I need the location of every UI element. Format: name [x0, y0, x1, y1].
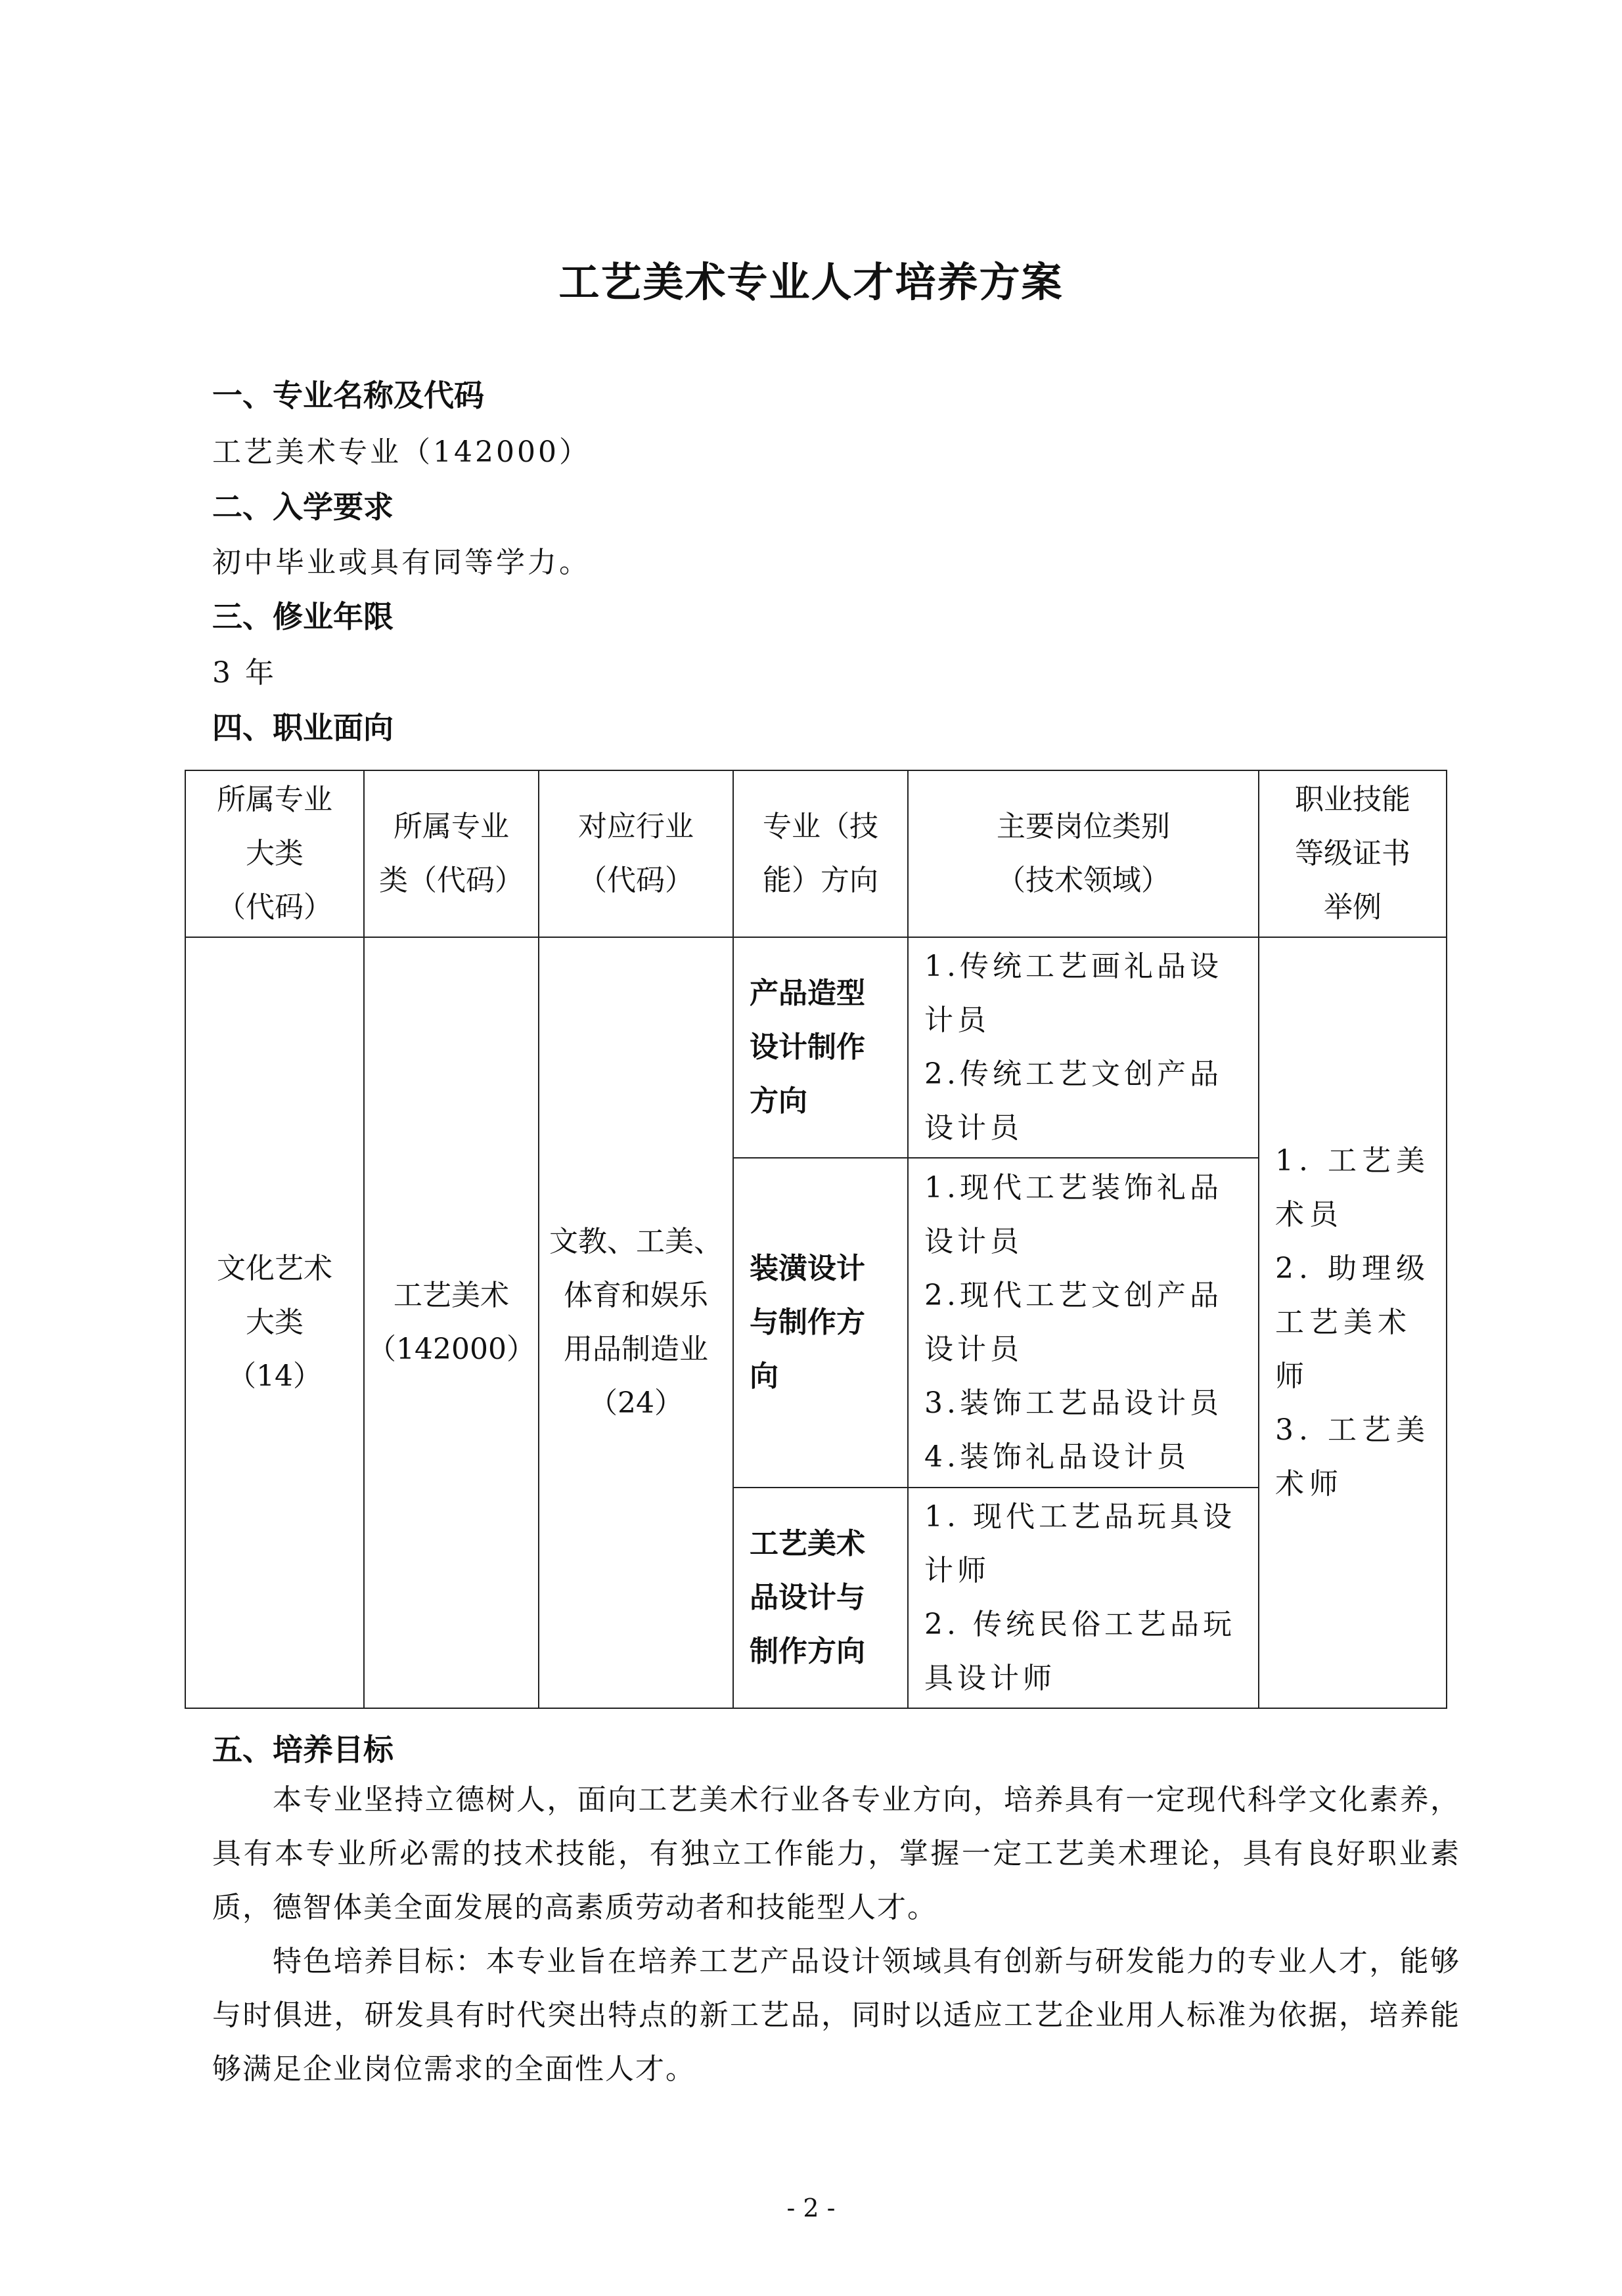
section-3-heading: 三、修业年限 [212, 599, 394, 634]
category-cell: 文化艺术 大类 （14） [185, 937, 364, 1708]
direction-cell: 产品造型 设计制作 方向 [733, 937, 908, 1158]
industry-cell: 文教、工美、 体育和娱乐 用品制造业 （24） [539, 937, 733, 1708]
section-5-heading: 五、培养目标 [212, 1732, 394, 1767]
header-industry: 对应行业 （代码） [539, 770, 733, 937]
header-category: 所属专业 大类 （代码） [185, 770, 364, 937]
page-number: - 2 - [786, 2194, 836, 2222]
section-2-text: 初中毕业或具有同等学力。 [212, 546, 591, 579]
certificates-cell: 1. 工艺美 术员 2. 助理级 工艺美术 师 3. 工艺美 术师 [1259, 937, 1447, 1708]
jobs-cell: 1.传统工艺画礼品设 计员 2.传统工艺文创产品 设计员 [908, 937, 1259, 1158]
document-title: 工艺美术专业人才培养方案 [558, 258, 1064, 306]
header-jobs: 主要岗位类别 （技术领域） [908, 770, 1259, 937]
section-2-heading: 二、入学要求 [212, 489, 394, 525]
header-certificates: 职业技能 等级证书 举例 [1259, 770, 1447, 937]
header-subcategory: 所属专业 类（代码） [364, 770, 539, 937]
jobs-cell: 1. 现代工艺品玩具设 计师 2. 传统民俗工艺品玩 具设计师 [908, 1488, 1259, 1708]
jobs-cell: 1.现代工艺装饰礼品 设计员 2.现代工艺文创产品 设计员 3.装饰工艺品设计员 4.装饰礼品设计员 [908, 1158, 1259, 1488]
career-table [185, 770, 1447, 1709]
section-5-paragraph-2: 特色培养目标：本专业旨在培养工艺产品设计领域具有创新与研发能力的专业人才，能够与时俱进，研发具有时代突出特点的新工艺品，同时以适应工艺企业用人标准为依据，培养能够满足企业岗位需求的全面性人才。 [212, 1945, 1460, 2086]
header-direction: 专业（技 能）方向 [733, 770, 908, 937]
section-4-heading: 四、职业面向 [212, 710, 394, 745]
table-header-row [185, 770, 1447, 937]
section-3-text: 3 年 [212, 656, 277, 690]
section-5-paragraph-1: 本专业坚持立德树人，面向工艺美术行业各专业方向，培养具有一定现代科学文化素养，具有本专业所必需的技术技能，有独立工作能力，掌握一定工艺美术理论，具有良好职业素质，德智体美全面发展的高素质劳动者和技能型人才。 [212, 1783, 1460, 1924]
subcategory-cell: 工艺美术 （142000） [364, 937, 539, 1708]
section-1-text: 工艺美术专业（142000） [212, 435, 591, 469]
section-1-heading: 一、专业名称及代码 [212, 378, 484, 413]
direction-cell: 装潢设计 与制作方 向 [733, 1158, 908, 1488]
direction-cell: 工艺美术 品设计与 制作方向 [733, 1488, 908, 1708]
table-row [185, 937, 1447, 1158]
